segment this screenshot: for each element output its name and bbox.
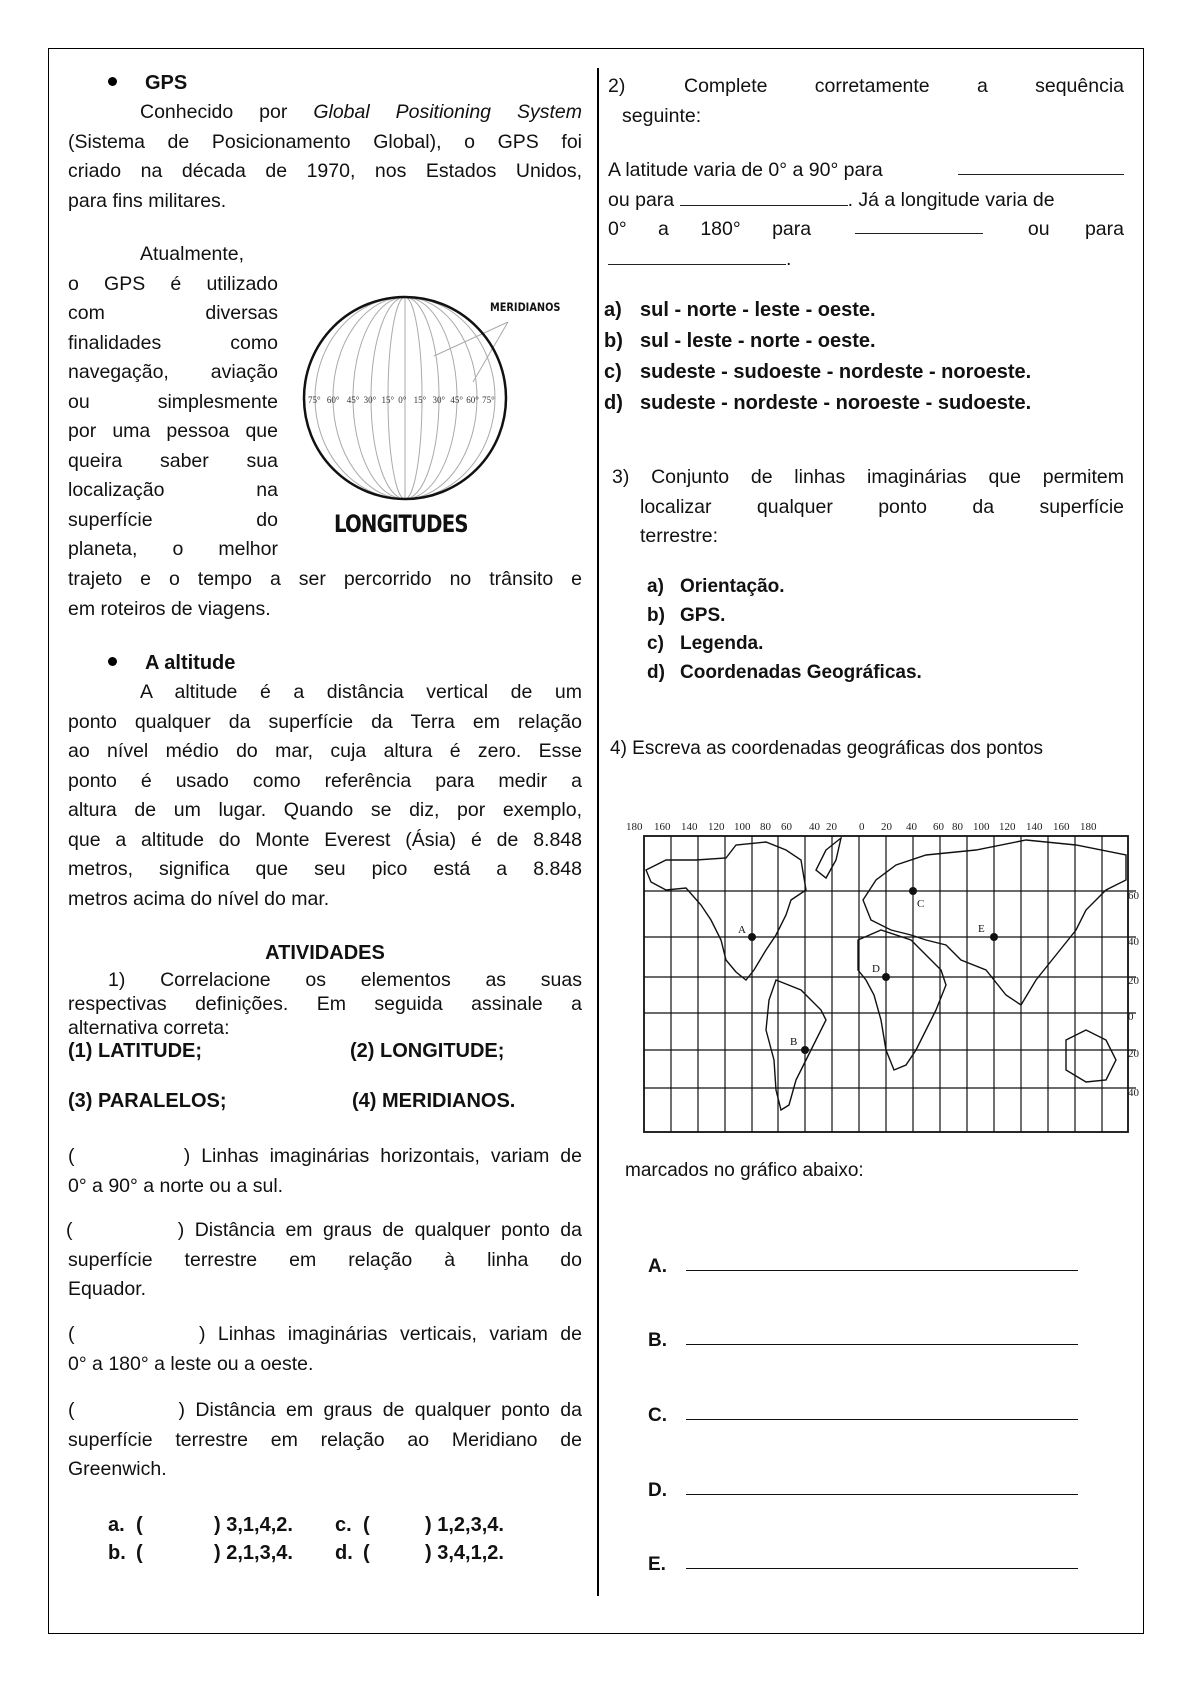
- q2-fill-line: . Já a longitude varia de: [847, 188, 1055, 211]
- definition-line: Greenwich.: [68, 1458, 167, 1480]
- option-letter: d): [647, 661, 665, 683]
- term-longitude: (2) LONGITUDE;: [350, 1040, 505, 1062]
- atividades-title: ATIVIDADES: [265, 942, 385, 964]
- gps-p2-tail-line: em roteiros de viagens.: [68, 597, 271, 620]
- choice-letter: a.: [108, 1514, 125, 1536]
- choice-letter: b.: [108, 1542, 126, 1564]
- svg-text:180: 180: [1080, 821, 1097, 833]
- svg-text:B: B: [790, 1036, 798, 1048]
- svg-text:D: D: [872, 963, 880, 975]
- q1-choice-d[interactable]: [335, 1538, 504, 1569]
- degree-labels: 75° 60° 45° 30° 15° 0° 15° 30° 45° 60° 75°: [308, 395, 495, 405]
- definition-2: [66, 1216, 582, 1305]
- definition-line: ( ) Linhas imaginárias horizontais, variam de: [68, 1145, 582, 1167]
- definition-line: ( ) Linhas imaginárias verticais, variam de: [68, 1323, 582, 1345]
- altitude-line: altura de um lugar. Quando se diz, por exemplo,: [68, 799, 582, 821]
- gps-paragraph-2: [68, 240, 278, 565]
- altitude-line: ao nível médio do mar, cuja altura é zero. Esse: [68, 740, 582, 762]
- gps-heading-text: GPS: [145, 72, 188, 94]
- altitude-line: ponto qualquer da superfície da Terra em relação: [68, 710, 582, 733]
- svg-text:120: 120: [999, 821, 1016, 833]
- q2-prompt: [608, 72, 1124, 131]
- choice-value: 1,2,3,4.: [437, 1514, 504, 1536]
- svg-text:120: 120: [708, 821, 725, 833]
- bullet-icon: [108, 657, 117, 666]
- q1-choice-c[interactable]: [335, 1510, 504, 1541]
- q3-option-d[interactable]: [647, 659, 922, 688]
- q4-prompt: 4) Escreva as coordenadas geográficas dos pontos: [610, 738, 1044, 759]
- option-text: sul - leste - norte - oeste.: [640, 330, 876, 352]
- definition-line: superfície terrestre em relação ao Meridiano de: [68, 1428, 582, 1451]
- answer-line-b[interactable]: [686, 1344, 1078, 1345]
- svg-text:40: 40: [906, 821, 917, 833]
- altitude-line: ponto é usado como referência para medir a: [68, 769, 582, 792]
- svg-text:100: 100: [973, 821, 990, 833]
- gps-p2-line: navegação, aviação: [68, 361, 278, 383]
- fill-blank-4[interactable]: [608, 246, 786, 265]
- svg-text:140: 140: [1026, 821, 1043, 833]
- gps-p1-line: (Sistema de Posicionamento Global), o GPS foi: [68, 130, 582, 153]
- choice-paren: (: [363, 1514, 370, 1536]
- q3-option-c[interactable]: [647, 630, 922, 659]
- svg-text:40: 40: [809, 821, 820, 833]
- q2-options: [604, 295, 1031, 419]
- option-text: sudeste - sudoeste - nordeste - noroeste.: [640, 361, 1032, 383]
- svg-text:C: C: [917, 898, 925, 910]
- option-letter: c): [647, 633, 664, 654]
- choice-value: 3,4,1,2.: [437, 1542, 504, 1564]
- option-letter: a): [647, 576, 664, 597]
- q1-prompt: [68, 968, 582, 1040]
- answer-label-c: C.: [648, 1405, 667, 1426]
- choice-paren: (: [136, 1542, 143, 1564]
- gps-paragraph-1: [68, 98, 582, 216]
- q1-choice-a[interactable]: [108, 1510, 293, 1541]
- altitude-line: metros, significa que seu pico está a 8.848: [68, 858, 582, 880]
- term-latitude: (1) LATITUDE;: [68, 1040, 203, 1062]
- gps-p2-line: o GPS é utilizado: [68, 272, 278, 295]
- svg-text:160: 160: [1053, 821, 1070, 833]
- q3-line: 3) Conjunto de linhas imaginárias que permitem: [612, 466, 1124, 488]
- gps-p2-line: com diversas: [68, 302, 278, 324]
- option-text: sul - norte - leste - oeste.: [640, 299, 876, 321]
- option-text: GPS.: [680, 604, 726, 626]
- gps-p1-prefix: Conhecido por: [140, 101, 314, 123]
- altitude-line: que a altitude do Monte Everest (Ásia) é de 8.848: [68, 828, 582, 851]
- definition-line: ( ) Distância em graus de qualquer ponto da: [68, 1399, 582, 1421]
- option-letter: c): [604, 361, 622, 383]
- longitudes-title: LONGITUDES: [334, 510, 468, 538]
- svg-text:80: 80: [760, 821, 771, 833]
- gps-heading: [108, 72, 187, 95]
- definition-line: Equador.: [68, 1278, 147, 1300]
- q4-prompt-continued: marcados no gráfico abaixo:: [625, 1160, 864, 1181]
- option-text: Orientação.: [680, 576, 785, 597]
- q2-fill-line: .: [786, 247, 792, 270]
- q2-option-a[interactable]: [604, 295, 1031, 326]
- choice-paren: ): [425, 1542, 432, 1564]
- svg-text:0: 0: [1128, 1011, 1134, 1023]
- svg-text:0: 0: [859, 821, 865, 833]
- gps-p1-italic: Global Positioning System: [313, 101, 582, 123]
- answer-label-d: D.: [648, 1480, 667, 1501]
- definition-line: 0° a 180° a leste ou a oeste.: [68, 1352, 314, 1375]
- option-text: Legenda.: [680, 633, 764, 654]
- gps-p2-line: superfície do: [68, 508, 278, 531]
- svg-text:40: 40: [1128, 1087, 1139, 1099]
- q2-fill-line: 0° a 180° para: [608, 218, 812, 240]
- svg-text:20: 20: [881, 821, 892, 833]
- option-text: Coordenadas Geográficas.: [680, 661, 922, 683]
- svg-text:E: E: [978, 923, 985, 935]
- answer-line-a[interactable]: [686, 1270, 1078, 1271]
- world-map-icon: [626, 820, 1140, 1140]
- svg-text:20: 20: [1128, 1048, 1139, 1060]
- option-text: sudeste - nordeste - noroeste - sudoeste.: [640, 392, 1032, 414]
- option-letter: b): [604, 330, 623, 352]
- altitude-line: metros acima do nível do mar.: [68, 887, 330, 910]
- choice-paren: ): [214, 1514, 221, 1536]
- definition-1: [68, 1142, 582, 1201]
- svg-text:60: 60: [781, 821, 792, 833]
- q2-fill-line: A latitude varia de 0° a 90° para: [608, 159, 883, 181]
- q2-option-c[interactable]: [604, 357, 1031, 388]
- fill-blank-2[interactable]: [680, 187, 848, 206]
- q2-fill-line: ou para: [608, 188, 675, 211]
- gps-p2-line: finalidades como: [68, 331, 278, 354]
- term-meridianos: (4) MERIDIANOS.: [352, 1090, 516, 1112]
- q3-line: terrestre:: [640, 525, 719, 547]
- answer-label-a: A.: [648, 1256, 667, 1277]
- choice-value: 2,1,3,4.: [226, 1542, 293, 1564]
- gps-p2-line: ou simplesmente: [68, 390, 278, 413]
- option-letter: d): [604, 392, 623, 414]
- q2-prompt-line: seguinte:: [622, 104, 702, 127]
- column-divider: [597, 68, 599, 1596]
- gps-p2-line: planeta, o melhor: [68, 538, 278, 560]
- answer-line-e[interactable]: [686, 1568, 1078, 1569]
- gps-p2-line: localização na: [68, 479, 278, 501]
- choice-paren: ): [214, 1542, 221, 1564]
- gps-p2-line: Atualmente,: [140, 243, 245, 265]
- option-letter: a): [604, 299, 622, 321]
- option-letter: b): [647, 604, 665, 626]
- q3-line: localizar qualquer ponto da superfície: [640, 495, 1124, 518]
- meridianos-label: MERIDIANOS: [490, 300, 561, 314]
- choice-letter: d.: [335, 1542, 353, 1564]
- choice-paren: ): [425, 1514, 432, 1536]
- gps-p2-tail-line: trajeto e o tempo a ser percorrido no trânsito e: [68, 568, 582, 590]
- q3-option-a[interactable]: [647, 573, 922, 602]
- q1-line: alternativa correta:: [68, 1017, 230, 1039]
- svg-text:40: 40: [1128, 936, 1139, 948]
- q2-fill-line: ou para: [1027, 218, 1124, 240]
- definition-line: superfície terrestre em relação à linha do: [68, 1248, 582, 1271]
- gps-p2-line: queira saber sua: [68, 449, 278, 472]
- definition-3: [68, 1320, 582, 1379]
- choice-paren: (: [363, 1542, 370, 1564]
- svg-text:20: 20: [1128, 975, 1139, 987]
- longitudes-figure: [290, 282, 590, 552]
- q1-line: 1) Correlacione os elementos as suas: [108, 969, 582, 991]
- bullet-icon: [108, 77, 117, 86]
- svg-text:160: 160: [654, 821, 671, 833]
- term-paralelos: (3) PARALELOS;: [68, 1090, 227, 1112]
- q2-fill-in-text: [608, 156, 1124, 274]
- gps-p2-line: por uma pessoa que: [68, 420, 278, 442]
- answer-line-d[interactable]: [686, 1494, 1078, 1495]
- definition-line: 0° a 90° a norte ou a sul.: [68, 1174, 284, 1197]
- fill-blank-3[interactable]: [855, 215, 983, 234]
- q2-option-b[interactable]: [604, 326, 1031, 357]
- altitude-paragraph: [68, 678, 582, 914]
- world-map-grid: [626, 820, 1140, 1140]
- q2-option-d[interactable]: [604, 388, 1031, 419]
- q3-option-b[interactable]: [647, 602, 922, 631]
- svg-text:A: A: [738, 924, 746, 936]
- fill-blank-1[interactable]: [958, 156, 1124, 175]
- gps-p1-line: criado na década de 1970, nos Estados Unidos,: [68, 160, 582, 182]
- q3-options: [647, 573, 922, 687]
- svg-text:20: 20: [826, 821, 837, 833]
- definition-line: ( ) Distância em graus de qualquer ponto da: [66, 1219, 582, 1241]
- choice-letter: c.: [335, 1514, 352, 1536]
- answer-label-b: B.: [648, 1330, 667, 1351]
- svg-text:100: 100: [734, 821, 751, 833]
- altitude-heading-text: A altitude: [145, 652, 236, 674]
- choice-value: 3,1,4,2.: [226, 1514, 293, 1536]
- answer-label-e: E.: [648, 1554, 666, 1575]
- gps-p1-line: para fins militares.: [68, 189, 227, 212]
- definition-4: [68, 1396, 582, 1485]
- altitude-line: A altitude é a distância vertical de um: [140, 681, 582, 703]
- svg-text:140: 140: [681, 821, 698, 833]
- choice-paren: (: [136, 1514, 143, 1536]
- answer-line-c[interactable]: [686, 1419, 1078, 1420]
- q1-choice-b[interactable]: [108, 1538, 293, 1569]
- q2-number: 2): [608, 75, 626, 97]
- q3-prompt: [612, 463, 1124, 552]
- altitude-heading: [108, 652, 235, 675]
- q1-line: respectivas definições. Em seguida assinale a: [68, 993, 582, 1015]
- svg-text:180: 180: [626, 821, 643, 833]
- svg-text:80: 80: [952, 821, 963, 833]
- svg-text:60: 60: [933, 821, 944, 833]
- svg-text:60: 60: [1128, 890, 1139, 902]
- q2-prompt-line: Complete corretamente a sequência: [684, 75, 1124, 97]
- gps-paragraph-2-tail: [68, 565, 582, 624]
